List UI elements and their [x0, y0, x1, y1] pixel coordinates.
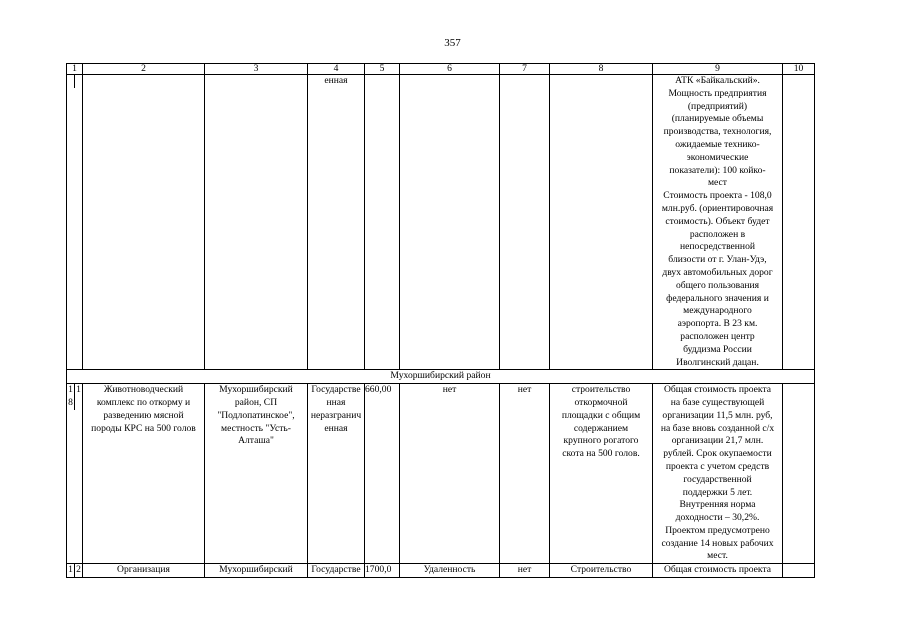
location-cell: Мухоршибирский — [205, 564, 308, 578]
header-cell: 9 — [653, 64, 783, 75]
encumbrance-cell: нет — [500, 384, 550, 564]
notes-cell — [783, 75, 815, 370]
infrastructure-cell: нет — [400, 384, 500, 564]
section-row — [67, 370, 815, 384]
infrastructure-cell — [400, 75, 500, 370]
header-cell: 6 — [400, 64, 500, 75]
encumbrance-cell — [500, 75, 550, 370]
header-cell: 2 — [83, 64, 205, 75]
location-cell: Мухоршибирский район, СП "Подлопатинское", местность "Усть- Алташа" — [205, 384, 308, 564]
column-number-row — [67, 64, 815, 75]
row-number-cell — [67, 75, 83, 370]
row-number-cell: 1 8 1 — [67, 384, 83, 564]
encumbrance-cell: нет — [500, 564, 550, 578]
notes-cell — [783, 564, 815, 578]
object-name-cell: Животноводческий комплекс по откорму и разведению мясной породы КРС на 500 голов — [83, 384, 205, 564]
page-number: 357 — [444, 37, 461, 49]
area-cell: 660,00 — [365, 384, 400, 564]
object-name-cell: Организация — [83, 564, 205, 578]
area-cell: 1700,0 — [365, 564, 400, 578]
purpose-cell: Строительство — [550, 564, 653, 578]
header-cell: 8 — [550, 64, 653, 75]
ownership-cell: Государстве нная неразгранич енная — [308, 384, 365, 564]
header-cell: 3 — [205, 64, 308, 75]
location-cell — [205, 75, 308, 370]
ownership-cell: енная — [308, 75, 365, 370]
notes-cell — [783, 384, 815, 564]
table-row-continued — [67, 75, 815, 370]
description-cell: АТК «Байкальский». Мощность предприятия (предприятий) (планируемые объемы производства, технология, ожидаемые технико- экономические показатели): 100 койко- мест Стоимость проекта - 108,0 млн.руб. (ориентировочная стоимость). Объект будет расположен в непосредственной близости от г. Улан-Удэ, двух автомобильных дорог общего пользования федерального значения и международного аэропорта. В 23 км. расположен центр буддизма России Иволгинский дацан. — [653, 75, 783, 370]
area-cell — [365, 75, 400, 370]
infrastructure-cell: Удаленность — [400, 564, 500, 578]
purpose-cell: строительство откормочной площадки с общим содержанием крупного рогатого скота на 500 голов. — [550, 384, 653, 564]
document-table — [66, 63, 815, 578]
table-row — [67, 384, 815, 564]
description-cell: Общая стоимость проекта — [653, 564, 783, 578]
description-cell: Общая стоимость проекта на базе существующей организации 11,5 млн. руб, на базе вновь созданной с/х организации 21,7 млн. рублей. Срок окупаемости проекта с учетом средств государственной поддержки 5 лет. Внутренняя норма доходности – 30,2%. Проектом предусмотрено создание 14 новых рабочих мест. — [653, 384, 783, 564]
table-row — [67, 564, 815, 578]
header-cell: 5 — [365, 64, 400, 75]
header-cell: 10 — [783, 64, 815, 75]
header-cell: 4 — [308, 64, 365, 75]
header-cell: 7 — [500, 64, 550, 75]
purpose-cell — [550, 75, 653, 370]
section-title: Мухоршибирский район — [67, 370, 815, 384]
row-number-cell: 1 2 — [67, 564, 83, 578]
object-name-cell — [83, 75, 205, 370]
ownership-cell: Государстве — [308, 564, 365, 578]
header-cell: 1 — [67, 64, 83, 75]
